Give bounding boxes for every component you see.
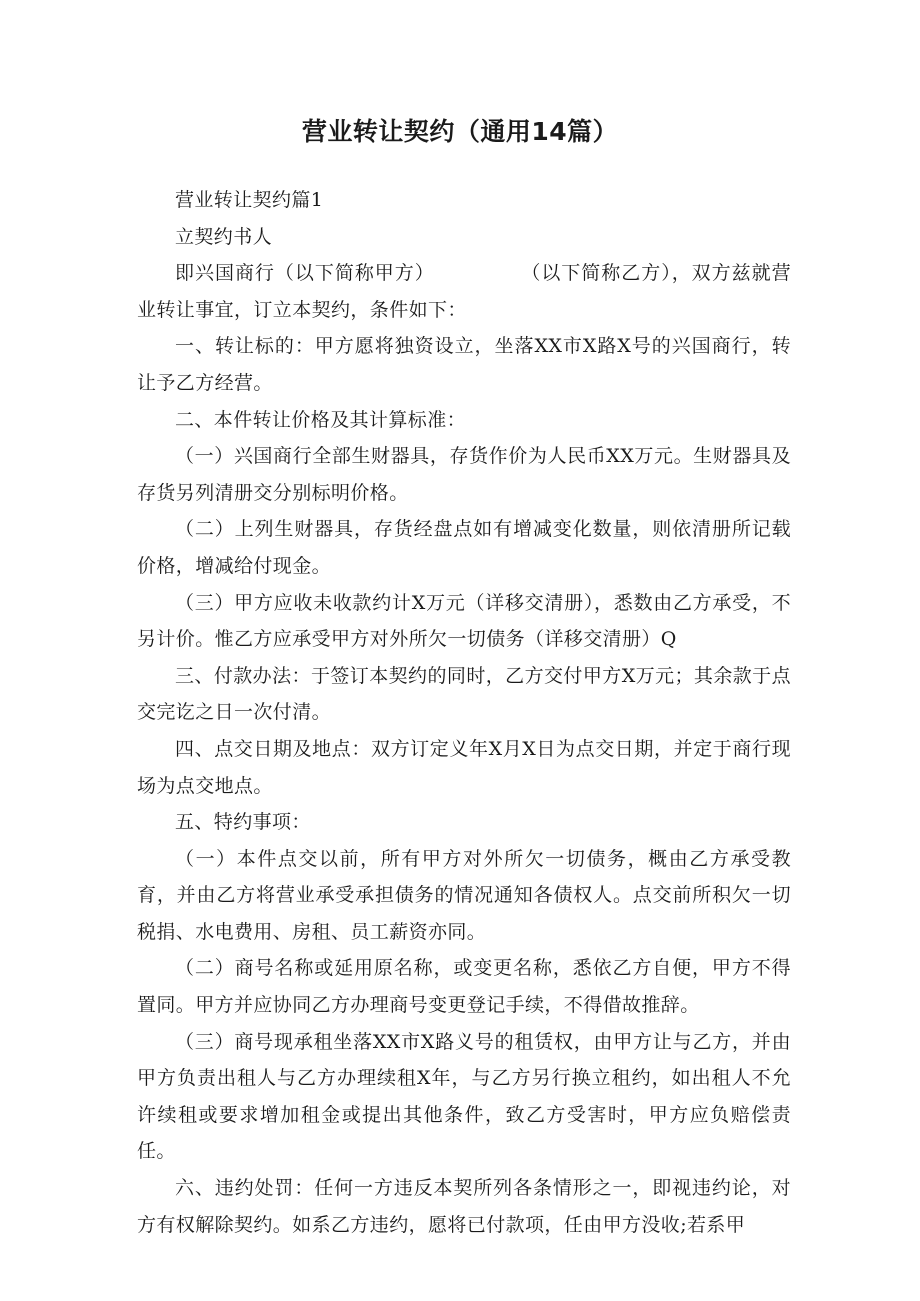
- paragraph: 三、付款办法：于签订本契约的同时，乙方交付甲方X万元；其余款于点交完讫之日一次付清。: [137, 664, 791, 724]
- document-body: [137, 182, 791, 1243]
- section-heading: 营业转让契约篇1: [175, 189, 324, 211]
- party-a-text: 即兴国商行（以下简称甲方）: [175, 262, 435, 285]
- paragraph: （二）上列生财器具，存货经盘点如有增减变化数量，则依清册所记载价格，增减给付现金。: [137, 518, 791, 577]
- paragraph: （三）商号现承租坐落XX市X路义号的租赁权，由甲方让与乙方，并由甲方负责出租人与乙方办理续租X年，与乙方另行换立租约，如出租人不允许续租或要求增加租金或提出其他条件，致乙方受害时，甲方应负赔偿责任。: [137, 1030, 791, 1163]
- paragraph: （一）本件点交以前，所有甲方对外所欠一切债务，概由乙方承受教育，并由乙方将营业承受承担债务的情况通知各债权人。点交前所积欠一切税捐、水电费用、房租、员工薪资亦同。: [137, 847, 791, 943]
- paragraph: 二、本件转让价格及其计算标准：: [175, 408, 467, 431]
- document-title: 营业转让契约（通用14篇）: [301, 117, 619, 146]
- party-b-text: （以下简称乙方），双方兹就营业转让事宜，订立本契约，条件如下：: [137, 262, 792, 321]
- paragraph: 六、违约处罚：任何一方违反本契所列各条情形之一，即视违约论，对方有权解除契约。如系乙方违约，愿将已付款项，任由甲方没收;若系甲: [137, 1177, 791, 1236]
- paragraph: 四、点交日期及地点：双方订定义年X月X日为点交日期，并定于商行现场为点交地点。: [137, 737, 791, 797]
- paragraph: （三）甲方应收未收款约计X万元（详移交清册），悉数由乙方承受，不另计价。惟乙方应承受甲方对外所欠一切债务（详移交清册）Q: [137, 591, 791, 651]
- paragraph-parties: [137, 255, 791, 328]
- paragraph: 一、转让标的：甲方愿将独资设立，坐落XX市X路X号的兴国商行，转让予乙方经营。: [137, 335, 791, 394]
- paragraph: 立契约书人: [175, 225, 273, 248]
- paragraph: （一）兴国商行全部生财器具，存货作价为人民币XX万元。生财器具及存货另列清册交分别标明价格。: [137, 445, 791, 504]
- paragraph: 五、特约事项：: [175, 811, 311, 834]
- paragraph: （二）商号名称或延用原名称，或变更名称，悉依乙方自便，甲方不得置同。甲方并应协同乙方办理商号变更登记手续，不得借故推辞。: [137, 957, 791, 1017]
